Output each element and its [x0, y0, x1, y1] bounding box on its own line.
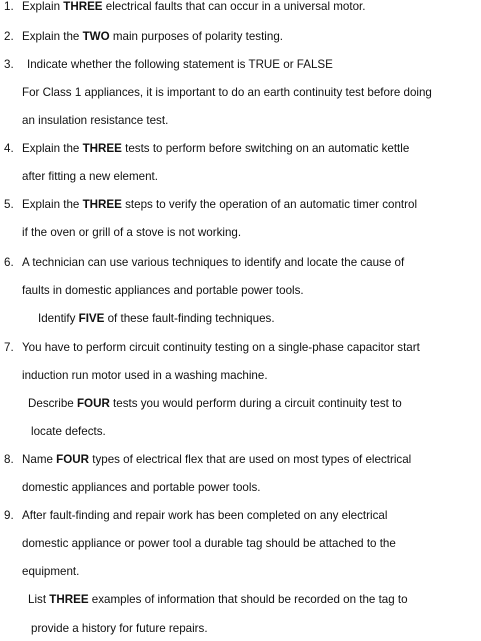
question-text-line: [22, 256, 404, 270]
text-segment: of these fault-finding techniques.: [104, 312, 275, 325]
emphasis-word: THREE: [82, 142, 122, 155]
question-text-line: [22, 86, 432, 100]
text-segment: electrical faults that can occur in a universal motor.: [102, 0, 366, 13]
emphasis-word: THREE: [82, 198, 122, 211]
question-text-line: [22, 170, 158, 184]
question-text-line: [22, 114, 168, 128]
question-number: 7.: [4, 341, 14, 354]
question-text-line: [22, 565, 79, 579]
text-segment: examples of information that should be recorded on the tag to: [88, 593, 408, 606]
question-text-line: [22, 481, 260, 495]
question-number: 8.: [4, 453, 14, 466]
question-text-line: [31, 622, 208, 636]
text-segment: induction run motor used in a washing machine.: [22, 369, 268, 382]
question-text-line: [22, 509, 387, 523]
text-segment: A technician can use various techniques to identify and locate the cause of: [22, 256, 405, 269]
question-number: 1.: [4, 0, 14, 13]
text-segment: after fitting a new element.: [22, 170, 158, 183]
text-segment: if the oven or grill of a stove is not working.: [22, 226, 242, 239]
question-number: 5.: [4, 198, 14, 211]
text-segment: Explain the: [22, 30, 83, 43]
text-segment: Explain the: [22, 198, 83, 211]
text-segment: Identify: [38, 312, 79, 325]
emphasis-word: TWO: [82, 30, 110, 43]
emphasis-word: THREE: [63, 0, 103, 13]
text-segment: After fault-finding and repair work has been completed on any electrical: [22, 509, 388, 522]
question-number: 9.: [4, 509, 14, 522]
emphasis-word: FIVE: [78, 312, 105, 325]
text-segment: List: [28, 593, 50, 606]
text-segment: domestic appliance or power tool a durable tag should be attached to the: [22, 537, 396, 550]
question-number: 2.: [4, 30, 14, 43]
text-segment: Describe: [28, 397, 77, 410]
text-segment: Explain the: [22, 142, 83, 155]
question-text-line: [27, 58, 333, 72]
question-text-line: [22, 537, 396, 551]
question-text-line: [38, 312, 275, 326]
text-segment: For Class 1 appliances, it is important to do an earth continuity test before doing: [22, 86, 432, 99]
question-text-line: [22, 284, 304, 298]
question-text-line: [22, 198, 417, 212]
text-segment: tests to perform before switching on an automatic kettle: [121, 142, 410, 155]
text-segment: steps to verify the operation of an automatic timer control: [121, 198, 418, 211]
text-segment: tests you would perform during a circuit continuity test to: [109, 397, 402, 410]
text-segment: domestic appliances and portable power tools.: [22, 481, 261, 494]
text-segment: an insulation resistance test.: [22, 114, 169, 127]
text-segment: types of electrical flex that are used on most types of electrical: [89, 453, 412, 466]
text-segment: equipment.: [22, 565, 80, 578]
question-text-line: [22, 142, 409, 156]
question-number: 4.: [4, 142, 14, 155]
question-text-line: [22, 453, 411, 467]
question-number: 6.: [4, 256, 14, 269]
question-text-line: [31, 425, 106, 439]
text-segment: provide a history for future repairs.: [31, 622, 208, 635]
text-segment: locate defects.: [31, 425, 106, 438]
question-text-line: [22, 369, 268, 383]
text-segment: faults in domestic appliances and portable power tools.: [22, 284, 304, 297]
text-segment: Explain: [22, 0, 64, 13]
text-segment: You have to perform circuit continuity testing on a single-phase capacitor start: [22, 341, 420, 354]
emphasis-word: FOUR: [76, 397, 110, 410]
emphasis-word: FOUR: [56, 453, 90, 466]
question-text-line: [22, 0, 365, 14]
question-text-line: [28, 593, 408, 607]
question-text-line: [22, 30, 283, 44]
question-text-line: [28, 397, 402, 411]
text-segment: main purposes of polarity testing.: [109, 30, 283, 43]
text-segment: Name: [22, 453, 57, 466]
question-text-line: [22, 341, 420, 355]
emphasis-word: THREE: [49, 593, 89, 606]
text-segment: Indicate whether the following statement is TRUE or FALSE: [27, 58, 333, 71]
question-text-line: [22, 226, 241, 240]
question-number: 3.: [4, 58, 14, 71]
